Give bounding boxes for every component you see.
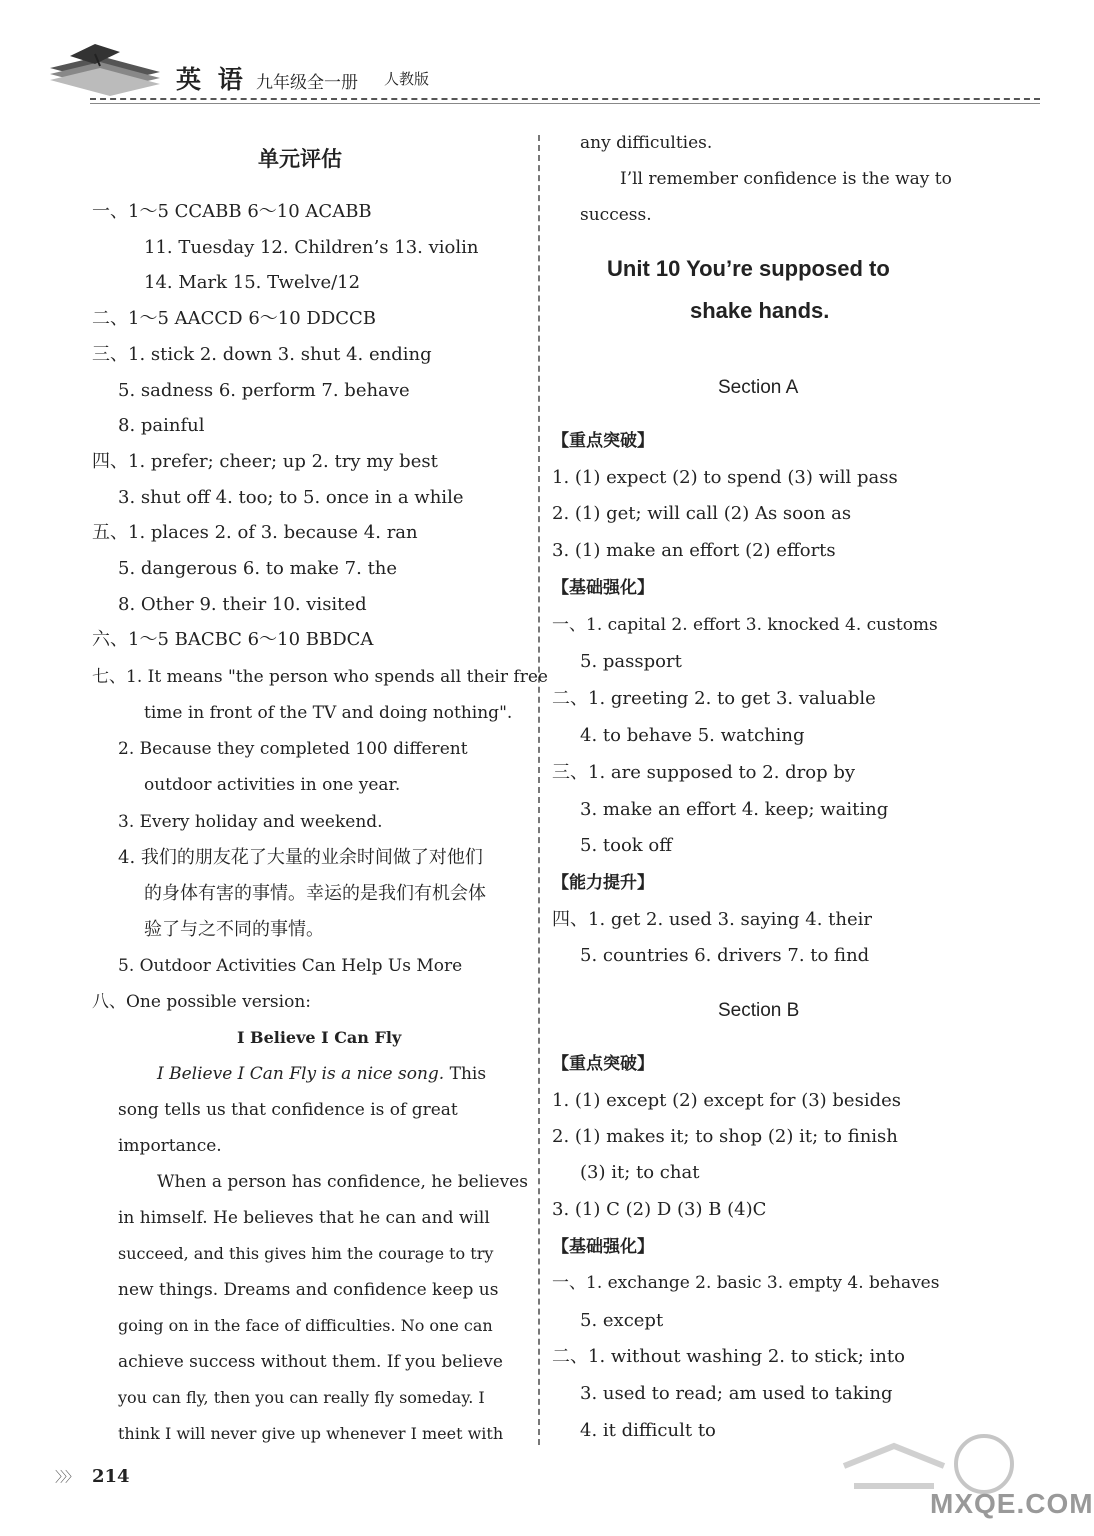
essay-line: new things. Dreams and confidence keep us bbox=[118, 1280, 499, 1300]
answer-line: 二、1～5 AACCD 6～10 DDCCB bbox=[92, 308, 377, 329]
essay-line: you can fly, then you can really fly someday. I bbox=[118, 1388, 485, 1407]
answer-line: 七、1. It means "the person who spends all their free bbox=[92, 667, 548, 687]
essay-italic-title: I Believe I Can Fly is a nice song. bbox=[157, 1064, 445, 1084]
answer-line: 三、1. stick 2. down 3. shut 4. ending bbox=[92, 344, 432, 365]
answer-line: 验了与之不同的事情。 bbox=[144, 919, 324, 940]
book-stack-logo bbox=[40, 38, 170, 98]
essay-line: achieve success without them. If you believe bbox=[118, 1352, 503, 1372]
answer-line: 三、1. are supposed to 2. drop by bbox=[552, 762, 856, 783]
answer-line: 2. (1) makes it; to shop (2) it; to finish bbox=[552, 1126, 898, 1147]
essay-line: When a person has confidence, he believes bbox=[157, 1172, 528, 1192]
unit-title-cont: shake hands. bbox=[690, 298, 830, 323]
subsection-heading: 【重点突破】 bbox=[552, 1054, 654, 1074]
answer-line: 5. dangerous 6. to make 7. the bbox=[118, 558, 398, 579]
subsection-heading: 【重点突破】 bbox=[552, 431, 654, 451]
essay-line: going on in the face of difficulties. No one can bbox=[118, 1316, 493, 1335]
grade-label: 九年级全一册 bbox=[256, 73, 358, 93]
subsection-heading: 【能力提升】 bbox=[552, 873, 654, 893]
answer-line: 4. to behave 5. watching bbox=[580, 725, 805, 746]
essay-cont-line: I’ll remember confidence is the way to bbox=[620, 169, 952, 189]
answer-line: 二、1. without washing 2. to stick; into bbox=[552, 1346, 905, 1367]
answer-line: 八、One possible version: bbox=[92, 992, 311, 1012]
essay-line: in himself. He believes that he can and will bbox=[118, 1208, 490, 1228]
answer-line: 四、1. get 2. used 3. saying 4. their bbox=[552, 909, 873, 930]
subject-title: 英 语 bbox=[176, 65, 247, 94]
answer-line: 2. Because they completed 100 different bbox=[118, 739, 468, 759]
essay-cont-line: success. bbox=[580, 205, 652, 225]
subsection-heading: 【基础强化】 bbox=[552, 1237, 654, 1257]
answer-line: (3) it; to chat bbox=[580, 1162, 700, 1183]
answer-line: 3. Every holiday and weekend. bbox=[118, 812, 383, 832]
answer-line: 5. took off bbox=[580, 835, 673, 856]
answer-line: 4. it difficult to bbox=[580, 1420, 716, 1441]
edition-label: 人教版 bbox=[384, 70, 430, 88]
answer-line: 六、1～5 BACBC 6～10 BBDCA bbox=[92, 629, 374, 650]
answer-line: 11. Tuesday 12. Children’s 13. violin bbox=[144, 237, 479, 258]
answer-line: outdoor activities in one year. bbox=[144, 775, 401, 795]
answer-line: 8. painful bbox=[118, 415, 205, 436]
answer-line: 3. (1) make an effort (2) efforts bbox=[552, 540, 836, 561]
answer-line: 5. sadness 6. perform 7. behave bbox=[118, 380, 410, 401]
essay-line: song tells us that confidence is of great bbox=[118, 1100, 458, 1120]
answer-line: 3. make an effort 4. keep; waiting bbox=[580, 799, 889, 820]
header-rule bbox=[90, 98, 1040, 100]
answer-line: 的身体有害的事情。幸运的是我们有机会体 bbox=[144, 883, 486, 904]
answer-line: 一、1. capital 2. effort 3. knocked 4. customs bbox=[552, 615, 938, 635]
answer-line: 一、1～5 CCABB 6～10 ACABB bbox=[92, 201, 372, 222]
answer-line: 2. (1) get; will call (2) As soon as bbox=[552, 503, 852, 524]
watermark-text: MXQE.COM bbox=[930, 1488, 1094, 1519]
answer-line: 3. used to read; am used to taking bbox=[580, 1383, 893, 1404]
answer-line: 五、1. places 2. of 3. because 4. ran bbox=[92, 522, 418, 543]
essay-cont-line: any difficulties. bbox=[580, 133, 713, 153]
answer-line: 14. Mark 15. Twelve/12 bbox=[144, 272, 361, 293]
column-divider bbox=[538, 135, 540, 1445]
answer-line: 1. (1) except (2) except for (3) besides bbox=[552, 1090, 901, 1111]
answer-line: 5. passport bbox=[580, 651, 682, 672]
answer-line: 一、1. exchange 2. basic 3. empty 4. behaves bbox=[552, 1273, 940, 1293]
unit-assessment-title: 单元评估 bbox=[258, 146, 342, 171]
answer-line: time in front of the TV and doing nothing". bbox=[144, 703, 513, 723]
answer-line: 3. (1) C (2) D (3) B (4)C bbox=[552, 1199, 767, 1220]
answer-line: 8. Other 9. their 10. visited bbox=[118, 594, 367, 615]
answer-line: 4. 我们的朋友花了大量的业余时间做了对他们 bbox=[118, 847, 483, 868]
essay-line: I Believe I Can Fly is a nice song. This bbox=[157, 1064, 487, 1084]
page-number: 214 bbox=[92, 1466, 130, 1487]
answer-line: 5. Outdoor Activities Can Help Us More bbox=[118, 956, 463, 976]
unit-title: Unit 10 You’re supposed to bbox=[607, 256, 890, 281]
answer-line: 3. shut off 4. too; to 5. once in a while bbox=[118, 487, 464, 508]
answer-line: 四、1. prefer; cheer; up 2. try my best bbox=[92, 451, 438, 472]
essay-title: I Believe I Can Fly bbox=[237, 1028, 402, 1047]
section-a-heading: Section A bbox=[718, 377, 799, 398]
section-b-heading: Section B bbox=[718, 1000, 800, 1021]
page-arrows-icon: 〉〉〉 bbox=[55, 1470, 77, 1486]
essay-line: importance. bbox=[118, 1136, 222, 1156]
essay-line: think I will never give up whenever I meet with bbox=[118, 1424, 504, 1443]
subsection-heading: 【基础强化】 bbox=[552, 578, 654, 598]
answer-line: 5. countries 6. drivers 7. to find bbox=[580, 945, 870, 966]
essay-line: succeed, and this gives him the courage to try bbox=[118, 1244, 494, 1263]
answer-line: 5. except bbox=[580, 1310, 664, 1331]
answer-line: 二、1. greeting 2. to get 3. valuable bbox=[552, 688, 876, 709]
answer-line: 1. (1) expect (2) to spend (3) will pass bbox=[552, 467, 898, 488]
header-rule-thin bbox=[90, 103, 1040, 104]
